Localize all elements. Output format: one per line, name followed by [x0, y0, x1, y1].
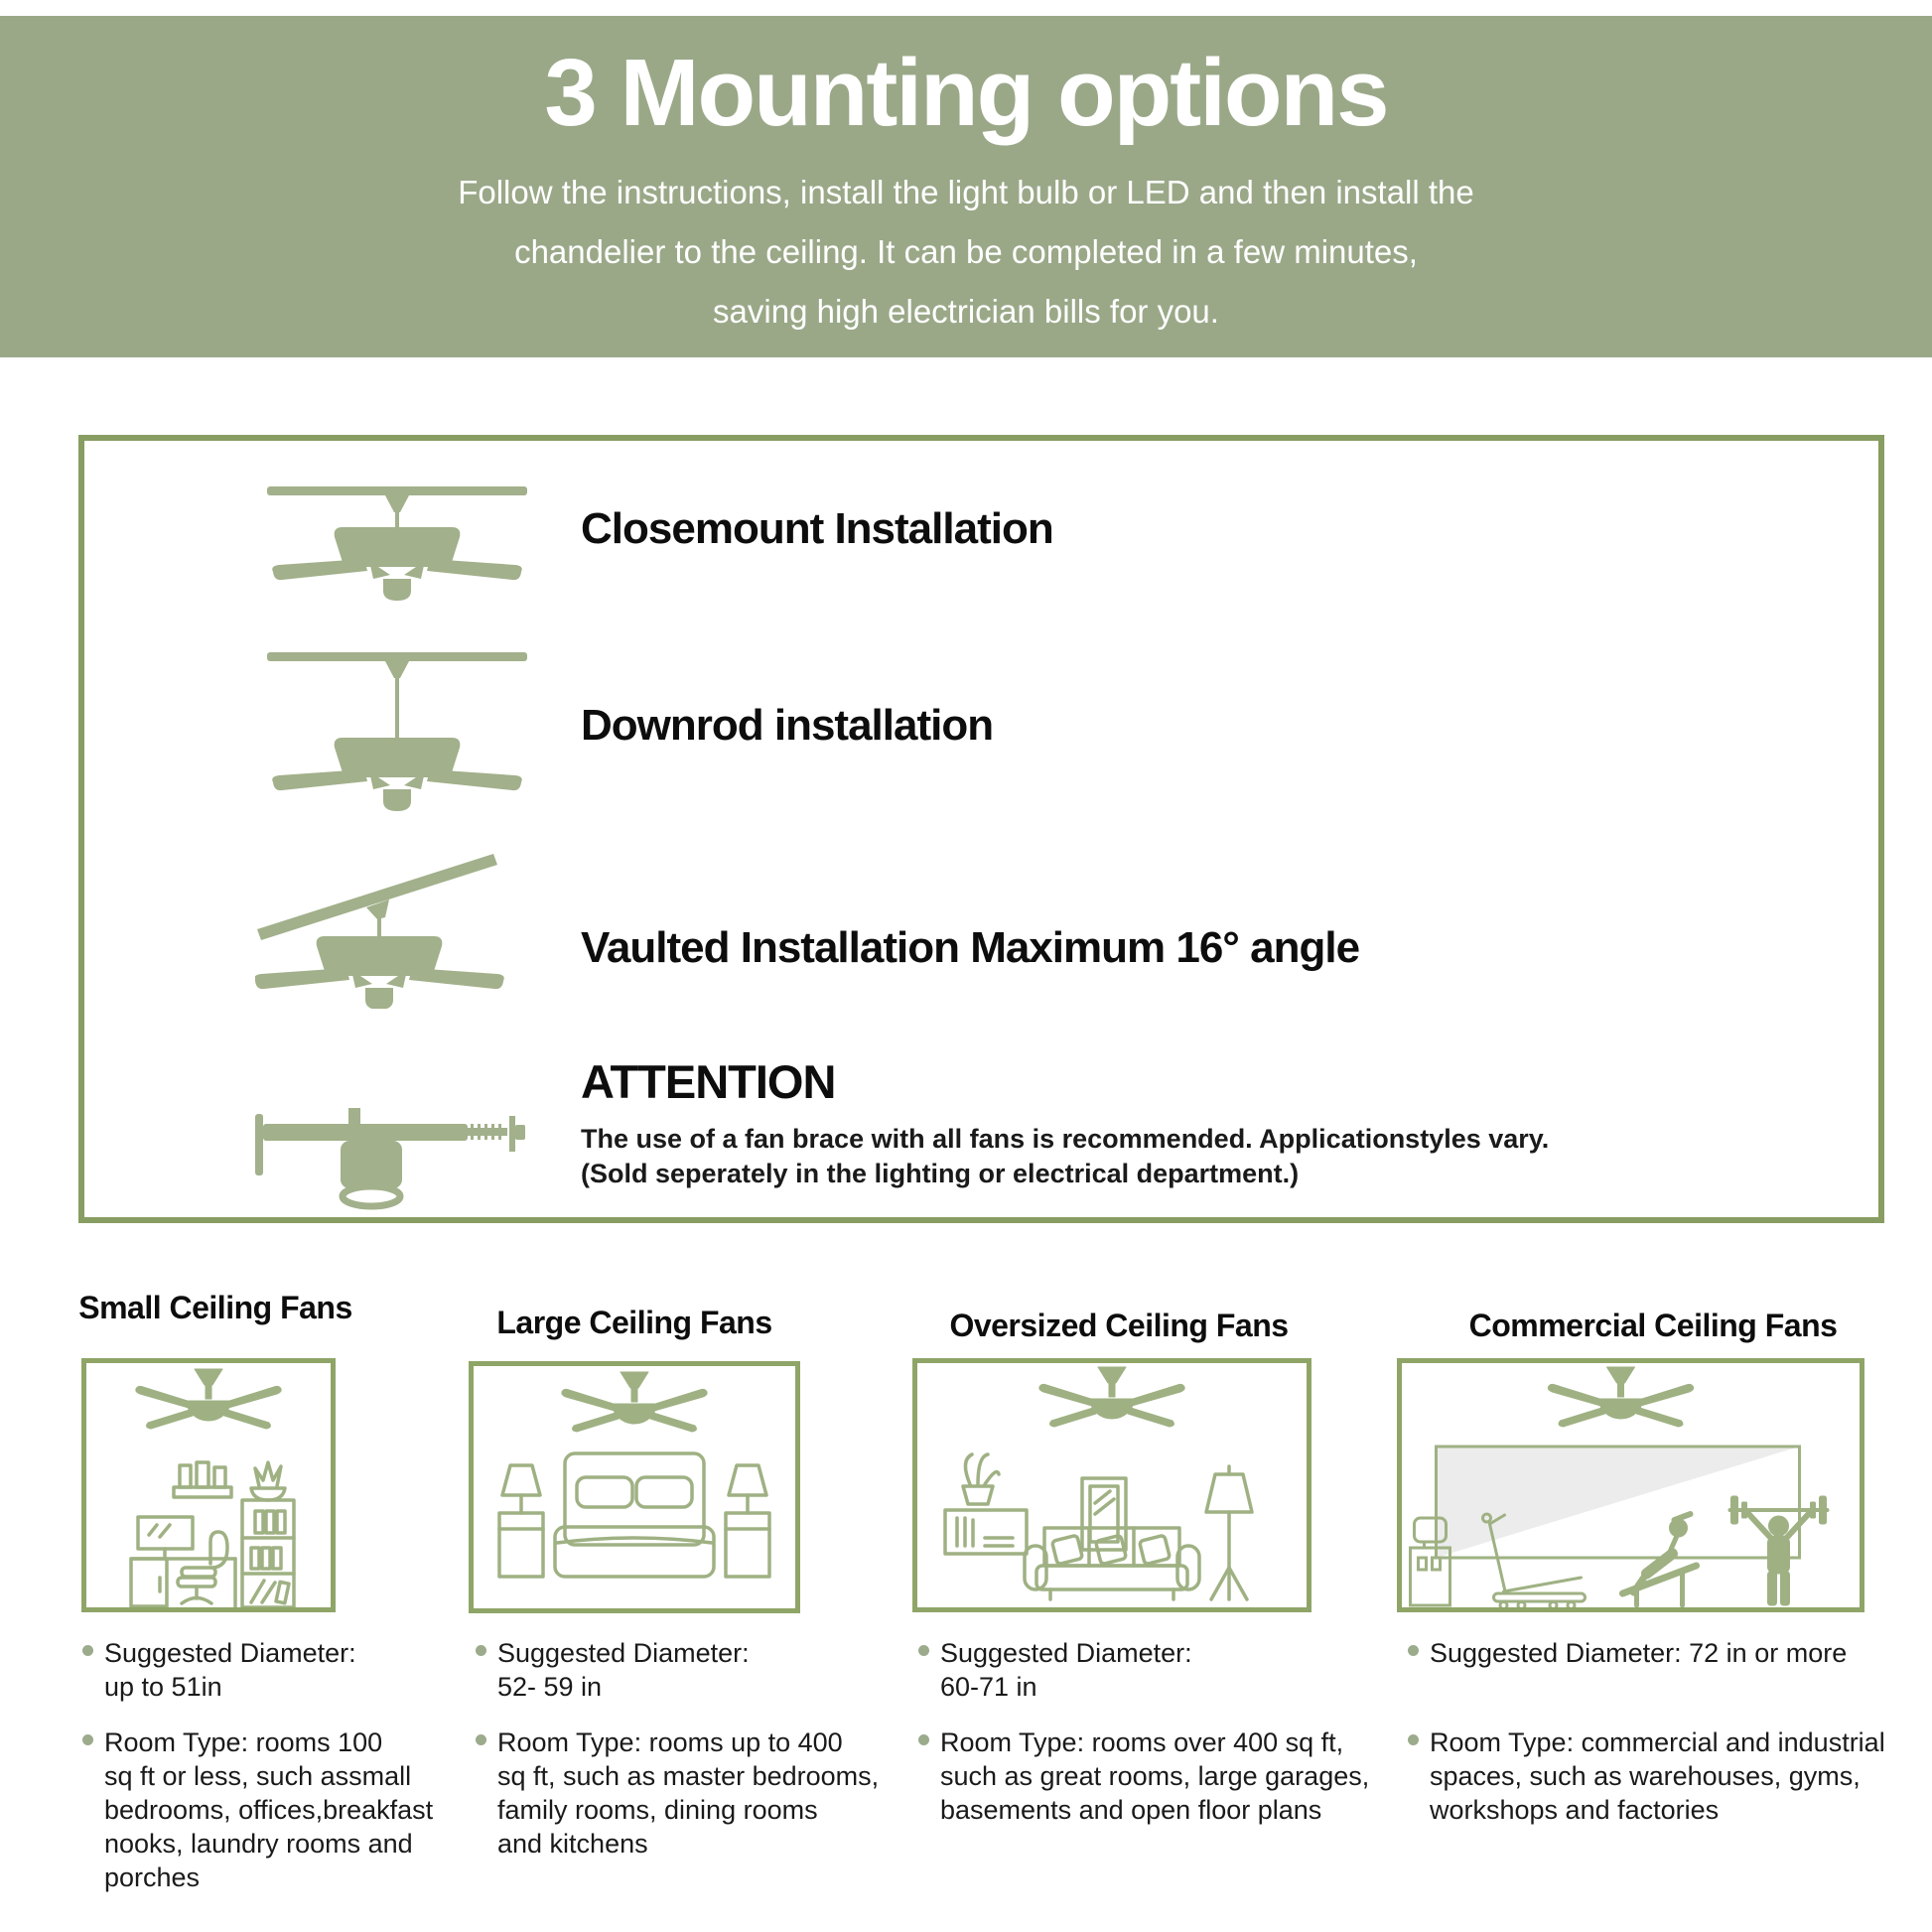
bullet-dot	[918, 1734, 929, 1745]
bullet-dot	[1408, 1734, 1419, 1745]
closemount-fan-icon	[267, 486, 527, 602]
ceiling-fan-icon	[1039, 1367, 1184, 1427]
ceiling-fan-icon	[136, 1369, 281, 1429]
attention-body: The use of a fan brace with all fans is recommended. Applicationstyles vary. (Sold seperately in the lighting or electrical department.)	[581, 1124, 1550, 1188]
list-item: Suggested Diameter: 72 in or more	[1408, 1636, 1896, 1670]
page-subtitle: Follow the instructions, install the light bulb or LED and then install the chandelier to the ceiling. It can be completed in a few minutes, saving high electrician bills for you.	[458, 174, 1474, 330]
list-item: Room Type: rooms 100 sq ft or less, such assmall bedrooms, offices,breakfast nooks, laundry rooms and porches	[82, 1725, 462, 1894]
list-item: Suggested Diameter: 60-71 in	[918, 1636, 1357, 1704]
category-title-small: Small Ceiling Fans	[78, 1290, 352, 1325]
bullet-dot	[476, 1734, 486, 1745]
bullet-dot	[1408, 1645, 1419, 1656]
page-title: 3 Mounting options	[544, 40, 1388, 146]
living-room-illustration	[912, 1358, 1311, 1612]
bedroom-illustration	[469, 1361, 800, 1613]
list-item: Room Type: rooms over 400 sq ft, such as great rooms, large garages, basements and open floor plans	[918, 1725, 1377, 1827]
category-title-large: Large Ceiling Fans	[496, 1305, 772, 1340]
bench-press-person	[1623, 1514, 1697, 1605]
mounting-options-panel	[78, 435, 1884, 1223]
header-banner	[0, 16, 1932, 357]
option-label-vaulted: Vaulted Installation Maximum 16° angle	[581, 923, 1360, 972]
category-title-commercial: Commercial Ceiling Fans	[1468, 1308, 1838, 1343]
category-title-oversized: Oversized Ceiling Fans	[949, 1308, 1289, 1343]
option-label-closemount: Closemount Installation	[581, 504, 1053, 553]
small-room-illustration	[81, 1358, 336, 1612]
bullet-dot	[82, 1645, 93, 1656]
fan-brace-icon	[253, 1100, 551, 1211]
bullet-dot	[918, 1645, 929, 1656]
list-item: Room Type: rooms up to 400 sq ft, such as master bedrooms, family rooms, dining rooms and kitchens	[476, 1725, 895, 1861]
bullet-dot	[476, 1645, 486, 1656]
vaulted-fan-icon	[255, 832, 553, 1009]
downrod-fan-icon	[267, 652, 527, 813]
list-item: Room Type: commercial and industrial spaces, such as warehouses, gyms, workshops and factories	[1408, 1725, 1896, 1827]
ceiling-fan-icon	[562, 1372, 707, 1432]
list-item: Suggested Diameter: 52- 59 in	[476, 1636, 875, 1704]
weightlifter-person	[1730, 1496, 1828, 1605]
gym-illustration	[1397, 1358, 1864, 1612]
attention-title: ATTENTION	[581, 1055, 836, 1108]
bullet-dot	[82, 1734, 93, 1745]
list-item: Suggested Diameter: up to 51in	[82, 1636, 442, 1704]
ceiling-fan-icon	[1548, 1367, 1693, 1427]
option-label-downrod: Downrod installation	[581, 701, 994, 750]
